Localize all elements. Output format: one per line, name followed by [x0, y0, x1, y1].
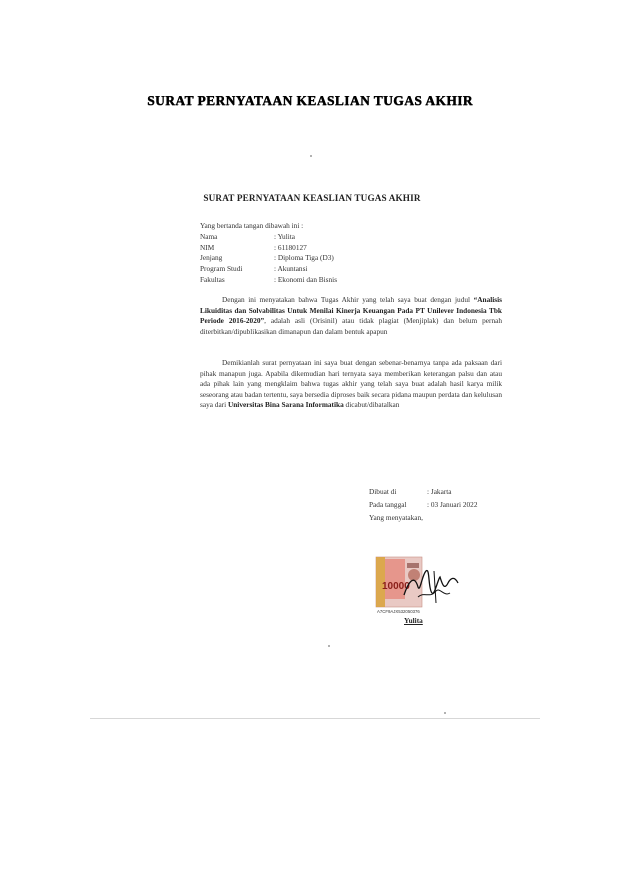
stamp-code: A7CF9AJX532050376 — [377, 609, 420, 614]
paragraph-text: dicabut/dibatalkan — [343, 400, 400, 410]
date-row — [369, 500, 477, 513]
page-title: SURAT PERNYATAAN KEASLIAN TUGAS AKHIR — [147, 93, 473, 108]
document-title: SURAT PERNYATAAN KEASLIAN TUGAS AKHIR — [203, 193, 421, 203]
signature-block — [369, 487, 477, 526]
university-name: Universitas Bina Sarana Informatika — [227, 400, 344, 410]
scan-speck — [310, 155, 312, 157]
place-row — [369, 487, 477, 500]
paragraph-text: , adalah asli (Orisinil) atau tidak plagiat (Menjiplak) dan belum pernah diterbitkan/dipublikasikan dimanapun dan dalam bentuk apapun — [200, 316, 502, 336]
scan-speck — [444, 712, 446, 714]
field-value: : Yulita — [274, 232, 296, 241]
statement-paragraph — [200, 295, 502, 337]
scan-speck — [328, 645, 330, 647]
field-label: Fakultas — [200, 274, 225, 284]
field-value: : Akuntansi — [274, 264, 308, 274]
paragraph-text: Dengan ini menyatakan bahwa Tugas Akhir yang telah saya buat dengan judul — [222, 295, 474, 304]
duty-stamp-image — [374, 553, 474, 615]
field-value: : Diploma Tiga (D3) — [274, 253, 334, 263]
declaration-paragraph — [200, 358, 502, 411]
field-row-program — [200, 264, 337, 275]
scan-bottom-edge — [90, 718, 540, 719]
field-row-nim — [200, 243, 337, 254]
place-value: : Jakarta — [427, 487, 452, 496]
signer-name: Yulita — [404, 616, 423, 625]
identity-fields — [200, 232, 337, 285]
scanned-document — [112, 135, 512, 720]
field-label: Jenjang — [200, 253, 223, 263]
field-value: : 61180127 — [274, 242, 307, 252]
intro-text: Yang bertanda tangan dibawah ini : — [200, 221, 304, 230]
thesis-title: “Analisis Likuiditas dan Solvabilitas Untuk Menilai Kinerja Keuangan Pada PT Unilever Indonesia Tbk Periode 2016-2020” — [200, 295, 502, 326]
date-label: Pada tanggal — [369, 500, 407, 509]
closing-row — [369, 513, 477, 526]
stamp-and-signature — [374, 553, 474, 615]
field-row-level — [200, 253, 337, 264]
field-label: NIM — [200, 242, 215, 252]
paragraph-text: Demikianlah surat pernyataan ini saya buat dengan sebenar-benarnya tanpa ada paksaan dari pihak manapun juga. Apabila dikemudian hari ternyata saya memberikan keterangan palsu dan atau ada pihak lain yang mengklaim bahwa tugas akhir yang telah saya buat adalah hasil karya milik seseorang atau badan tertentu, saya bersedia diproses baik secara pidana maupun perdata dan kelulusan saya dari — [200, 358, 502, 410]
date-value: : 03 Januari 2022 — [427, 500, 478, 509]
field-value: : Ekonomi dan Bisnis — [274, 274, 338, 284]
field-label: Nama — [200, 232, 218, 241]
field-row-faculty — [200, 275, 337, 286]
field-label: Program Studi — [200, 264, 243, 274]
stamp-value: 10000 — [382, 581, 410, 592]
place-label: Dibuat di — [369, 487, 397, 496]
closing-text: Yang menyatakan, — [369, 513, 423, 522]
field-row-name — [200, 232, 337, 243]
